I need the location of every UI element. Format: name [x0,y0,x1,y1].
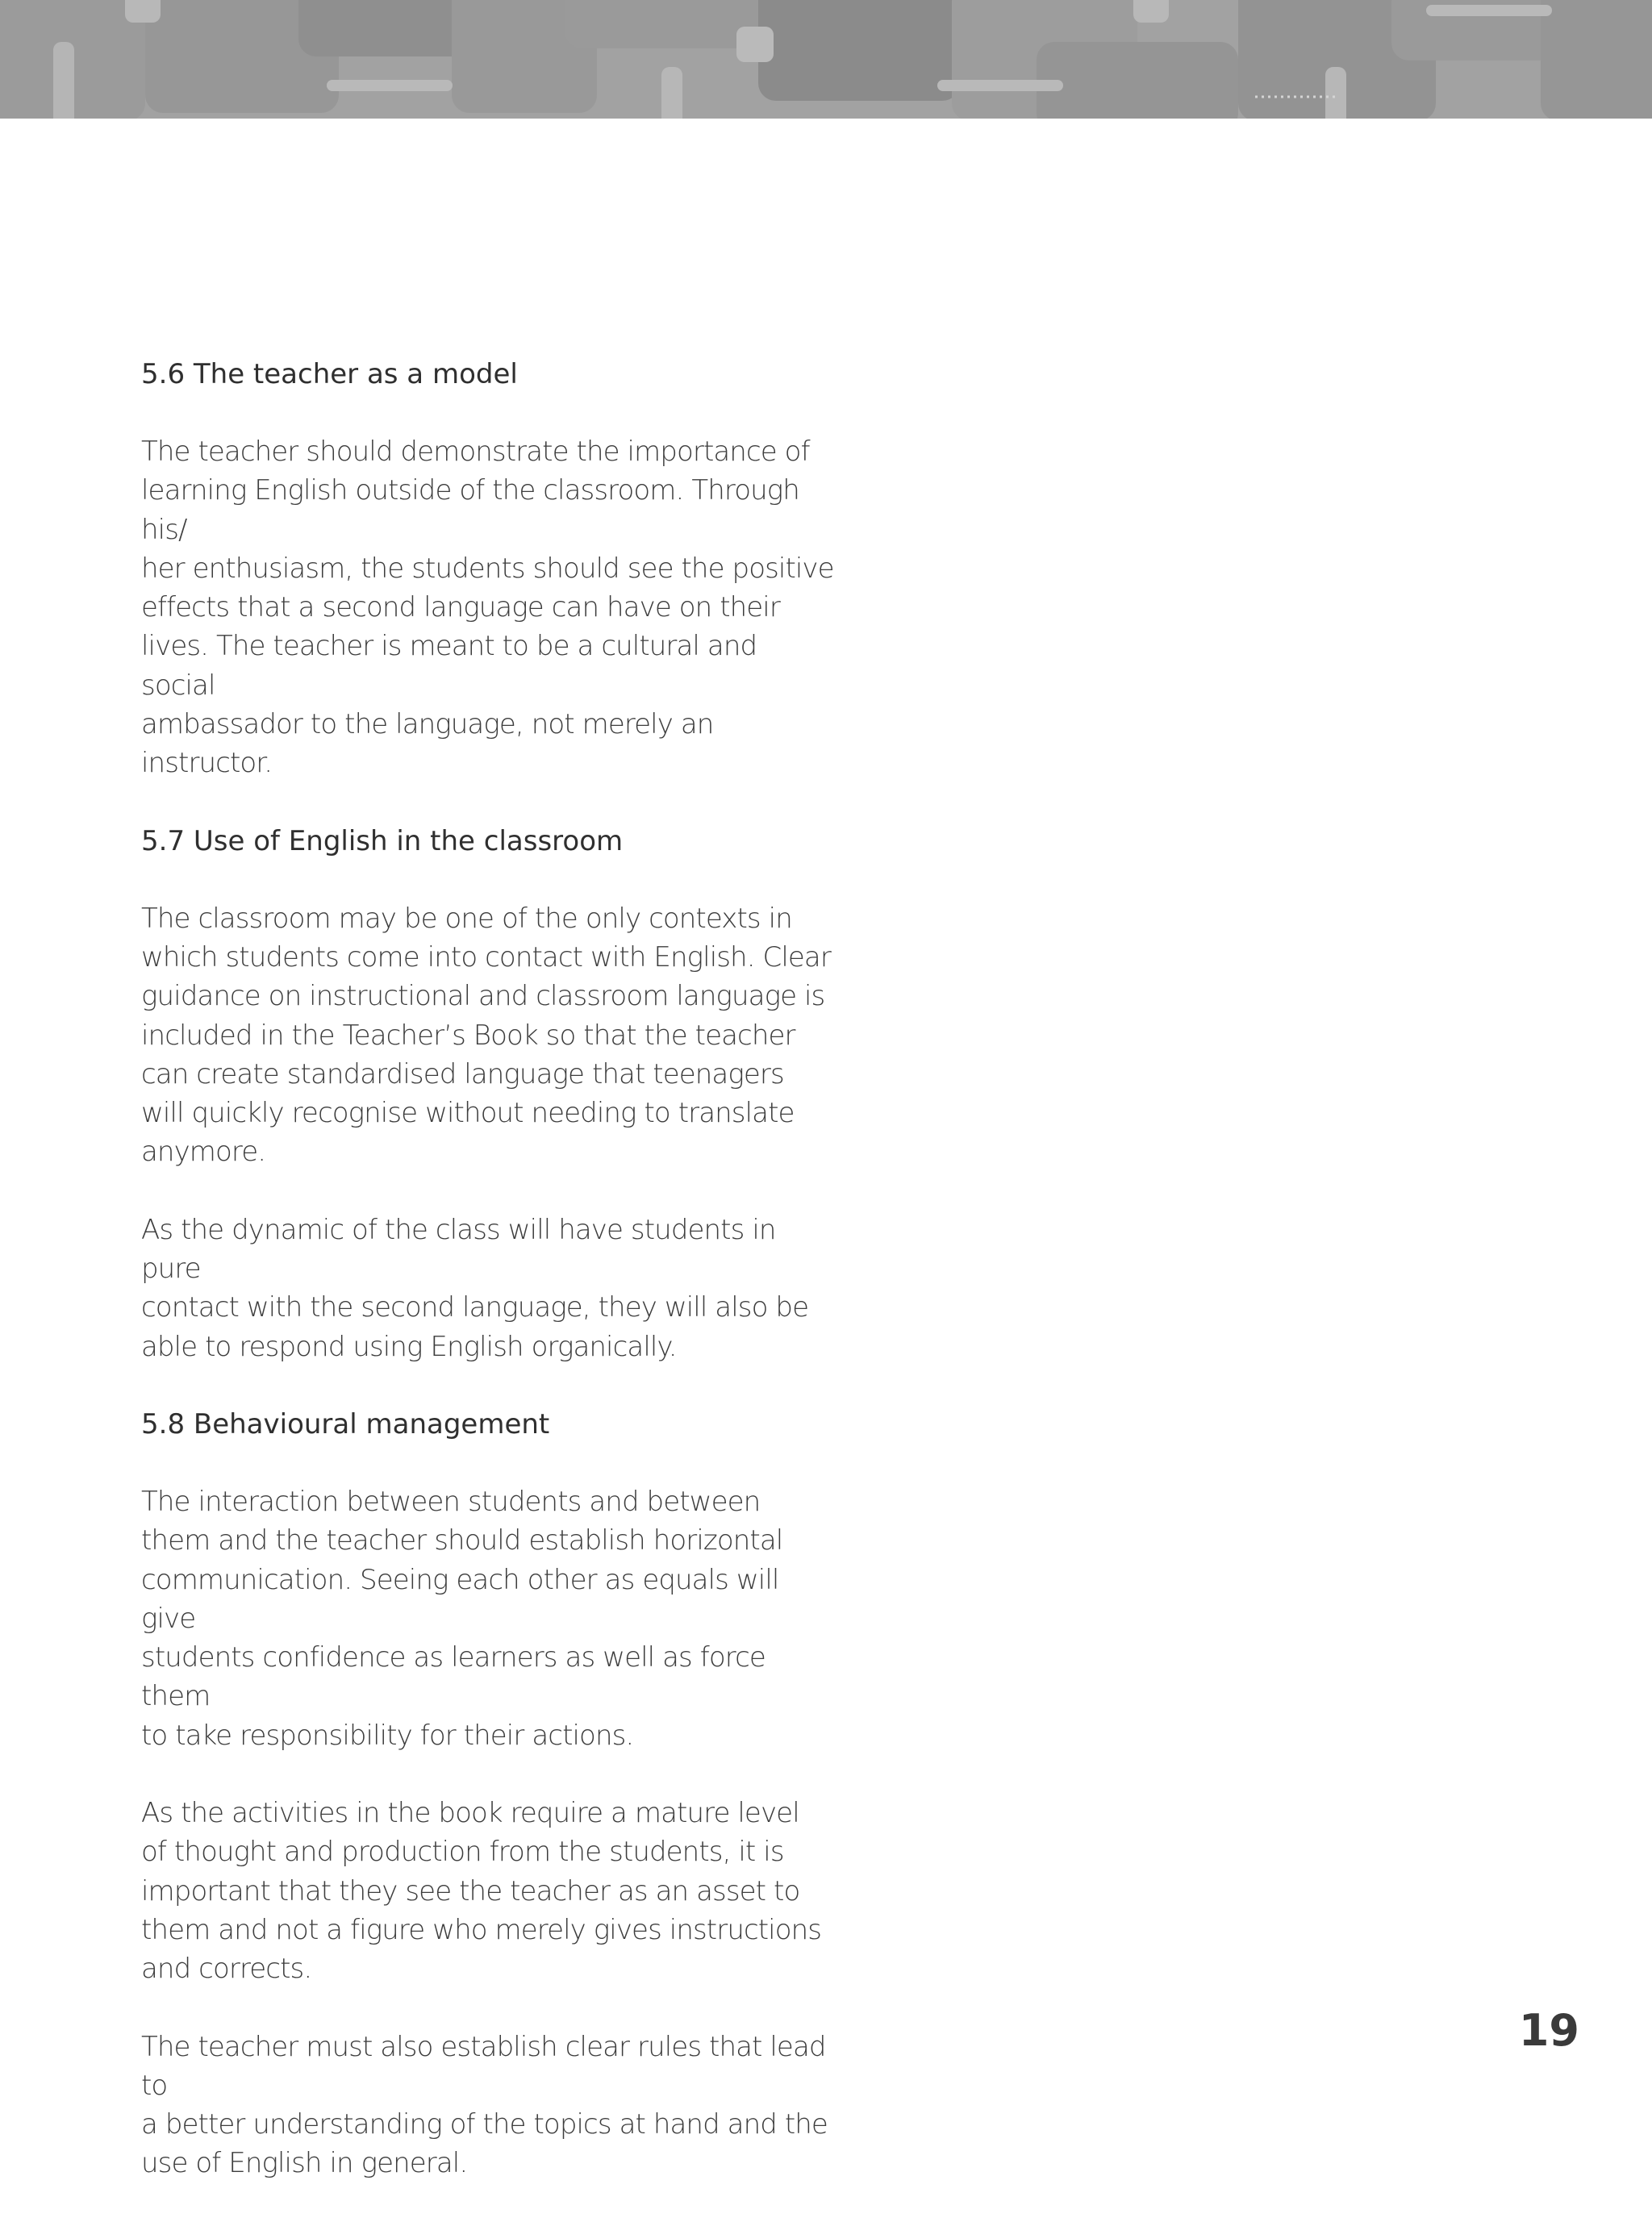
header-pattern-graphic [0,0,1652,119]
paragraph: The teacher should demonstrate the importance of learning English outside of the classroom. Through his/ her enthusiasm, the students should see the positive effects that a second language can have on their lives. The teacher is meant to be a cultural and social ambassador to the language, not merely an instructor. [141,436,834,780]
paragraph: The interaction between students and between them and the teacher should establish horizontal communication. Seeing each other as equals will give students confidence as learners as well as force them to take responsibility for their actions. [141,1485,783,1752]
section-heading: 5.8 Behavioural management [141,1407,550,1440]
section-heading: 5.7 Use of English in the classroom [141,824,624,857]
section-heading: 5.6 The teacher as a model [141,358,518,390]
section-5-8 [141,1405,835,2183]
page-number: 19 [1518,2005,1579,2056]
section-5-7 [141,822,835,1366]
main-content [141,355,835,2222]
section-5-6 [141,355,835,783]
header-decoration [0,0,1652,119]
paragraph: As the dynamic of the class will have students in pure contact with the second language, they will also be able to respond using English organically. [141,1213,809,1363]
paragraph: The teacher must also establish clear rules that lead to a better understanding of the topics at hand and the use of English in general. [141,2030,828,2180]
paragraph: As the activities in the book require a mature level of thought and production from the students, it is important that they see the teacher as an asset to them and not a figure who merely gives instructions and corrects. [141,1797,822,1986]
paragraph: The classroom may be one of the only contexts in which students come into contact with English. Clear guidance on instructional and classroom language is included in the Teacher’s Book so that the teacher can create standardised language that teenagers will quickly recognise without needing to translate anymore. [141,902,831,1169]
